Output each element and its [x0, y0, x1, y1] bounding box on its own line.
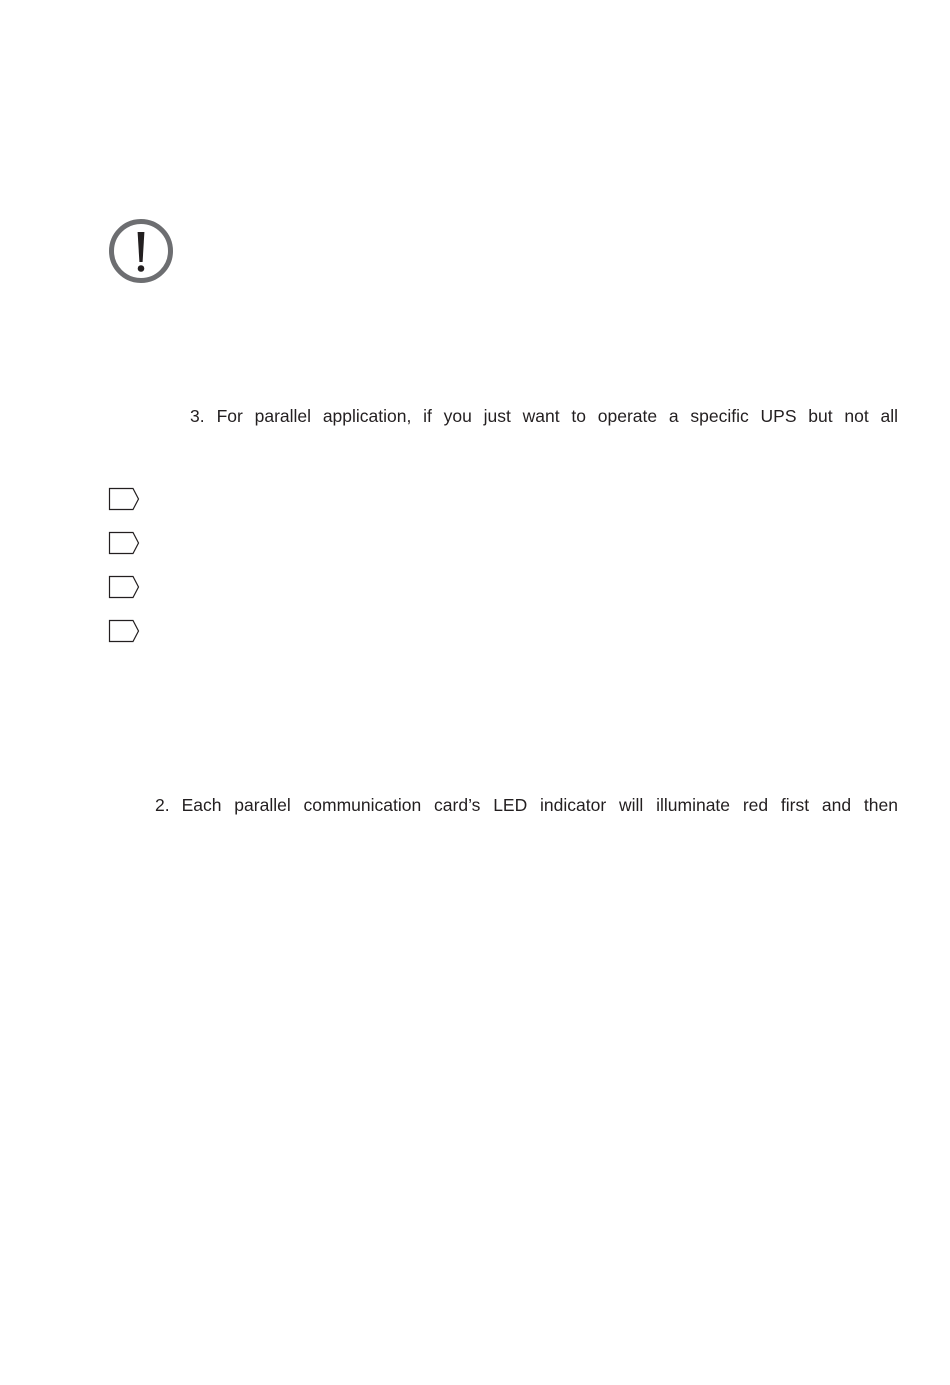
step-2: [155, 795, 898, 815]
tag-icon: [108, 619, 140, 643]
step-number: 2.: [155, 795, 170, 815]
exclamation-circle-icon: [108, 218, 174, 284]
step-number: 3.: [190, 406, 205, 426]
tag-icon: [108, 575, 140, 599]
step-3: [190, 406, 898, 426]
tag-icon: [108, 531, 140, 555]
step-text: Each parallel communication card’s LED indicator will illuminate red first and then: [181, 795, 898, 815]
step-text: For parallel application, if you just want to operate a specific UPS but not all: [216, 406, 898, 426]
tag-icon: [108, 487, 140, 511]
